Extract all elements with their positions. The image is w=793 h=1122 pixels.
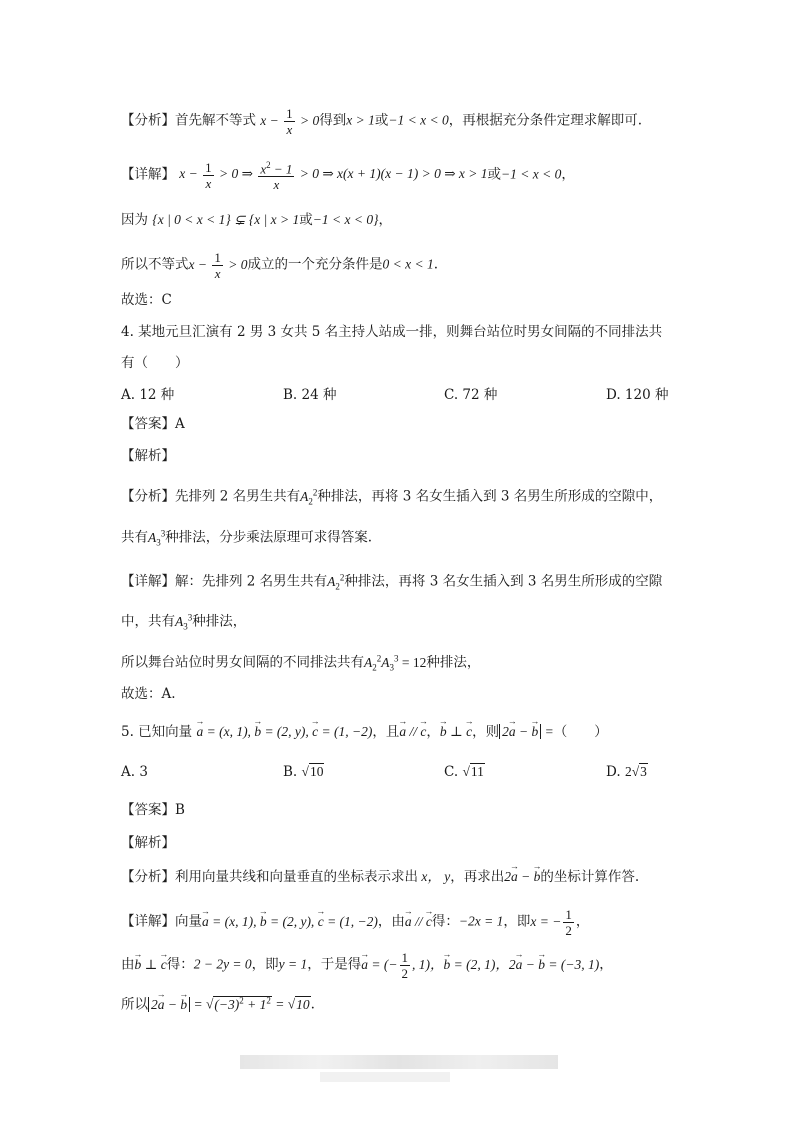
q5-option-c: C. √11 bbox=[444, 764, 484, 780]
q4-answer: 【答案】A bbox=[121, 416, 185, 432]
q5-detail-line1: 【详解】向量→ a = (x, 1), → b = (2, y), → c = (1, −2)，由→ a // → c得：−2x = 1，即x = − $\frac{1}{2}$ ， bbox=[121, 907, 589, 938]
q5-option-d: D. 2√3 bbox=[606, 764, 647, 780]
q5-option-a: A. 3 bbox=[121, 764, 148, 780]
analysis-line-prev: 【分析】首先解不等式 x − $\frac{1}{x}$ > 0得到x > 1或−1 < x < 0，再根据充分条件定理求解即可. bbox=[121, 106, 643, 137]
q5-stem: 5. 已知向量 → a = (x, 1), → b = (2, y), → c = (1, −2)，且→ a // → c，→ b ⊥ → c，则 2→ a − → b =（ ） bbox=[121, 722, 608, 742]
q4-option-d: D. 120 种 bbox=[606, 387, 669, 403]
math-vectors: → a = (x, 1), → b = (2, y), → c = (1, −2) bbox=[196, 724, 372, 739]
q4-analysis-line2: 共有$A_3^3$种排法，分步乘法原理可求得答案. bbox=[121, 528, 373, 548]
math-subset: {x | 0 < x < 1} ⊊ {x | x > 1 bbox=[152, 212, 300, 227]
blurred-footer bbox=[240, 1055, 558, 1069]
q4-stem-line1: 4. 某地元旦汇演有 2 男 3 女共 5 名主持人站成一排，则舞台站位时男女间隔的不同排法共 bbox=[121, 324, 663, 340]
math-inequality: x − $\frac{1}{x}$ > 0 bbox=[260, 106, 320, 137]
detail-line-prev: 【详解】 x − $\frac{1}{x}$ > 0 ⇒ $\frac{x^2 - 1}{x}$ > 0 ⇒ x(x + 1)(x − 1) > 0 ⇒ x > 1或−1 < x < 0， bbox=[121, 159, 575, 193]
because-line: 因为 {x | 0 < x < 1} ⊊ {x | x > 1或−1 < x < 0}， bbox=[121, 212, 393, 228]
choice-prev: 故选：C bbox=[121, 292, 172, 308]
q4-analysis-line1: 【分析】先排列 2 名男生共有$A_2^2$种排法，再将 3 名女生插入到 3 名男生所形成的空隙中， bbox=[121, 487, 663, 507]
q4-so-line: 所以舞台站位时男女间隔的不同排法共有$A_2^2A_3^3 = 12$种排法， bbox=[121, 653, 481, 673]
q4-detail-line2: 中，共有$A_3^3$种排法， bbox=[121, 612, 247, 632]
analysis-label: 【分析】 bbox=[121, 112, 175, 129]
so-line-prev: 所以不等式x − $\frac{1}{x}$ > 0成立的一个充分条件是0 < x < 1. bbox=[121, 250, 438, 281]
q5-so-line: 所以 2→ a − → $b = √(-3)^2 + 1^2 = √10$. bbox=[121, 990, 315, 1015]
q5-analysis: 【分析】利用向量共线和向量垂直的坐标表示求出 x， y，再求出2→ a − → b的坐标计算作答. bbox=[121, 867, 639, 887]
blurred-footer-sub bbox=[320, 1072, 450, 1082]
q5-answer: 【答案】B bbox=[121, 802, 185, 818]
q5-option-b: B. √10 bbox=[283, 764, 324, 780]
q4-detail-line1: 【详解】解：先排列 2 名男生共有$A_2^2$种排法，再将 3 名女生插入到 3 名男生所形成的空隙 bbox=[121, 572, 663, 592]
q4-option-a: A. 12 种 bbox=[121, 387, 175, 403]
math-derivation: x − $\frac{1}{x}$ > 0 ⇒ $\frac{x^2 - 1}{x}$ > 0 ⇒ x(x + 1)(x − 1) > 0 ⇒ x > 1 bbox=[179, 159, 488, 193]
q5-detail-line2: 由→ b ⊥ → c得：2 − 2y = 0，即y = 1，于是得→ a = (− $\frac{1}{2}$ , 1)，→ b = (2, 1)，2→ a − → b = (−3, 1)， bbox=[121, 950, 613, 981]
q4-stem-line2: 有（ ） bbox=[121, 355, 189, 371]
detail-label: 【详解】 bbox=[121, 166, 175, 183]
q4-jiexi: 【解析】 bbox=[121, 448, 175, 464]
q5-jiexi: 【解析】 bbox=[121, 835, 175, 851]
q4-option-c: C. 72 种 bbox=[444, 387, 498, 403]
q4-choice: 故选：A. bbox=[121, 686, 176, 702]
q4-option-b: B. 24 种 bbox=[283, 387, 337, 403]
